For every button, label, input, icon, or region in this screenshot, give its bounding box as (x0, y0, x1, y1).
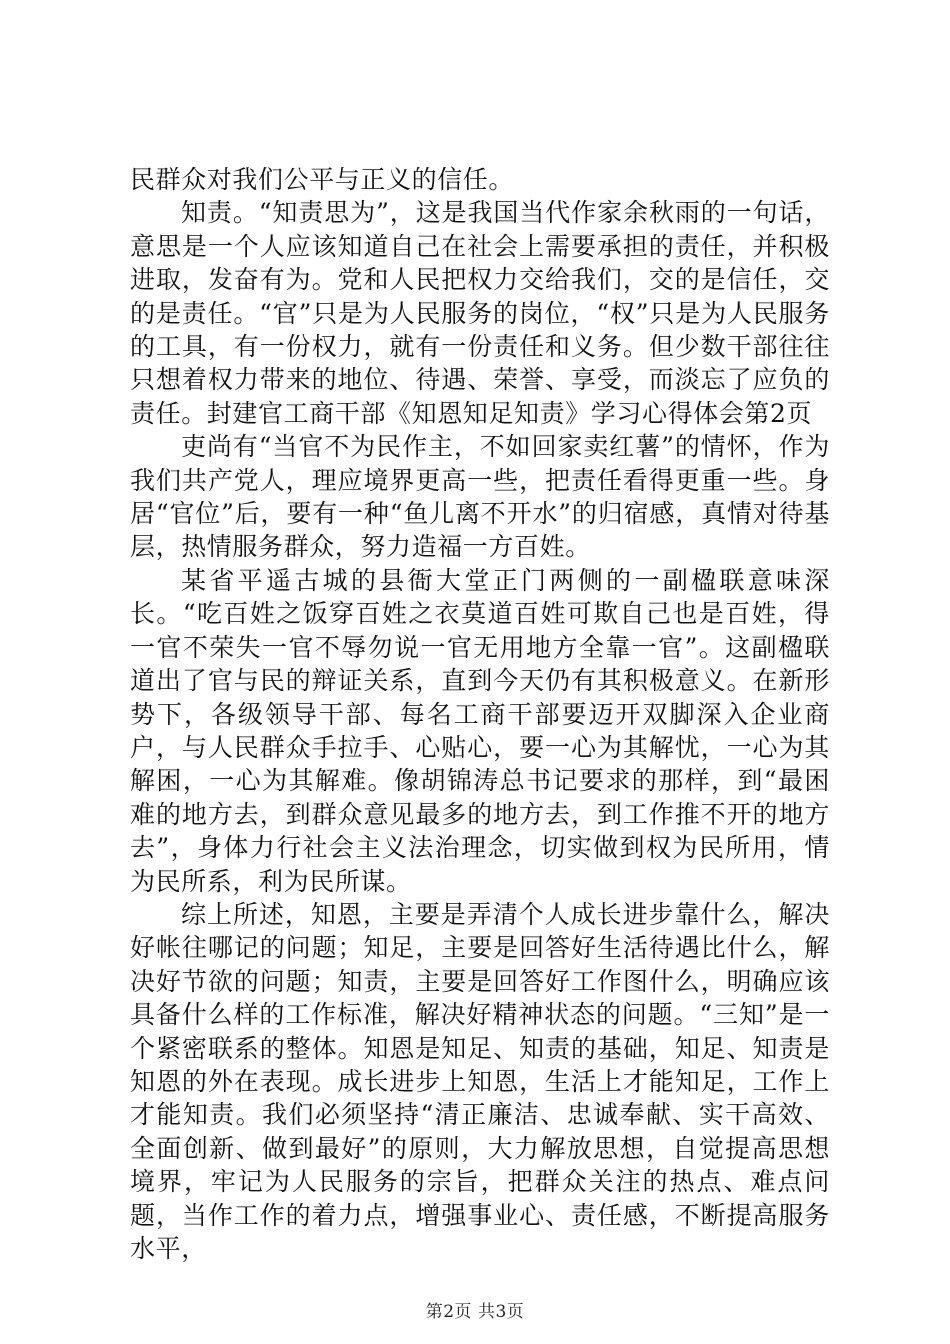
document-body (130, 163, 830, 1265)
paragraph-pingyao: 某省平遥古城的县衙大堂正门两侧的一副楹联意味深长。“吃百姓之饭穿百姓之衣莫道百姓可欺自己也是百姓，得一官不荣失一官不辱勿说一官无用地方全靠一官”。这副楹联道出了官与民的辩证关系，直到今天仍有其积极意义。在新形势下，各级领导干部、每名工商干部要迈开双脚深入企业商户，与人民群众手拉手、心贴心，要一心为其解忧，一心为其解困，一心为其解难。像胡锦涛总书记要求的那样，到“最困难的地方去，到群众意见最多的地方去，到工作推不开的地方去”，身体力行社会主义法治理念，切实做到权为民所用，情为民所系，利为民所谋。 (130, 565, 830, 896)
paragraph-zhize: 知责。“知责思为”，这是我国当代作家余秋雨的一句话，意思是一个人应该知道自己在社会上需要承担的责任，并积极进取，发奋有为。党和人民把权力交给我们，交的是信任，交的是责任。“官”只是为人民服务的岗位，“权”只是为人民服务的工具，有一份权力，就有一份责任和义务。但少数干部往往只想着权力带来的地位、待遇、荣誉、享受，而淡忘了应负的责任。封建官工商干部《知恩知足知责》学习心得体会第2页 (130, 198, 830, 428)
paragraph-guanli: 吏尚有“当官不为民作主，不如回家卖红薯”的情怀，作为我们共产党人，理应境界更高一些，把责任看得更重一些。身居“官位”后，要有一种“鱼儿离不开水”的归宿感，真情对待基层，热情服务群众，努力造福一方百姓。 (130, 432, 830, 562)
page-footer: 第2页 共3页 (425, 1302, 525, 1322)
paragraph-summary: 综上所述，知恩，主要是弄清个人成长进步靠什么，解决好帐往哪记的问题；知足，主要是回答好生活待遇比什么，解决好节欲的问题；知责，主要是回答好工作图什么，明确应该具备什么样的工作标准，解决好精神状态的问题。“三知”是一个紧密联系的整体。知恩是知足、知责的基础，知足、知责是知恩的外在表现。成长进步上知恩，生活上才能知足，工作上才能知责。我们必须坚持“清正廉洁、忠诚奉献、实干高效、全面创新、做到最好”的原则，大力解放思想，自觉提高思想境界，牢记为人民服务的宗旨，把群众关注的热点、难点问题，当作工作的着力点，增强事业心、责任感，不断提高服务水平， (130, 899, 830, 1263)
paragraph-continuation: 民群众对我们公平与正义的信任。 (130, 165, 515, 194)
